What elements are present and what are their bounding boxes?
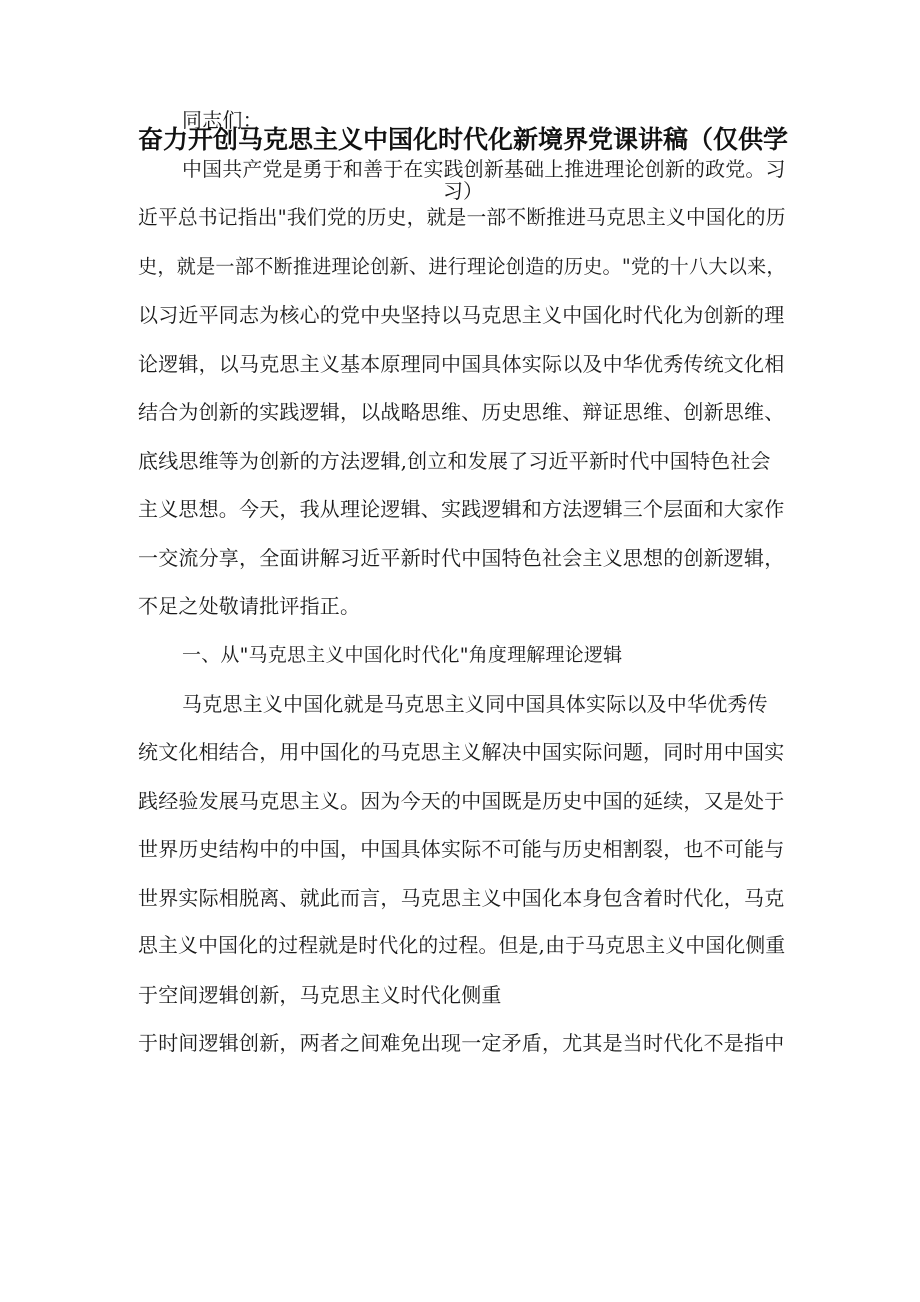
paragraph-line: 于时间逻辑创新，两者之间难免出现一定矛盾，尤其是当时代化不是指中 bbox=[138, 1031, 785, 1055]
paragraph-line: 思主义中国化的过程就是时代化的过程。但是,由于马克思主义中国化侧重 bbox=[138, 934, 786, 957]
paragraph-line: 近平总书记指出"我们党的历史，就是一部不断推进马克思主义中国化的历 bbox=[138, 206, 786, 229]
section-heading: 一、从"马克思主义中国化时代化"角度理解理论逻辑 bbox=[182, 644, 623, 666]
paragraph-line: 世界实际相脱离、就此而言，马克思主义中国化本身包含着时代化，马克 bbox=[138, 886, 785, 910]
paragraph-line: 底线思维等为创新的方法逻辑,创立和发展了习近平新时代中国特色社会 bbox=[138, 449, 771, 473]
paragraph-line: 不足之处敬请批评指正。 bbox=[138, 594, 361, 618]
paragraph-line: 史，就是一部不断推进理论创新、进行理论创造的历史。"党的十八大以来， bbox=[138, 255, 786, 278]
document-title: 奋力开创马克思主义中国化时代化新境界党课讲稿（仅供学 bbox=[138, 125, 789, 154]
paragraph-line: 统文化相结合，用中国化的马克思主义解决中国实际问题，同时用中国实 bbox=[138, 740, 785, 764]
paragraph-line: 于空间逻辑创新，马克思主义时代化侧重 bbox=[138, 983, 502, 1007]
paragraph-line: 世界历史结构中的中国，中国具体实际不可能与历史相割裂，也不可能与 bbox=[138, 837, 785, 861]
paragraph-line: 中国共产党是勇于和善于在实践创新基础上推进理论创新的政党。习 bbox=[182, 158, 786, 181]
paragraph-line: 结合为创新的实践逻辑，以战略思维、历史思维、辩证思维、创新思维、 bbox=[138, 400, 785, 424]
document-title-continued: 习） bbox=[443, 179, 483, 203]
paragraph-line: 主义思想。今天，我从理论逻辑、实践逻辑和方法逻辑三个层面和大家作 bbox=[138, 497, 785, 521]
paragraph-line: 论逻辑，以马克思主义基本原理同中国具体实际以及中华优秀传统文化相 bbox=[138, 352, 785, 376]
paragraph-line: 以习近平同志为核心的党中央坚持以马克思主义中国化时代化为创新的理 bbox=[138, 303, 785, 327]
paragraph-line: 一交流分享，全面讲解习近平新时代中国特色社会主义思想的创新逻辑， bbox=[138, 546, 785, 570]
greeting: 同志们： bbox=[182, 108, 263, 132]
paragraph-line: 践经验发展马克思主义。因为今天的中国既是历史中国的延续，又是处于 bbox=[138, 789, 785, 813]
paragraph-line: 马克思主义中国化就是马克思主义同中国具体实际以及中华优秀传 bbox=[182, 692, 768, 716]
